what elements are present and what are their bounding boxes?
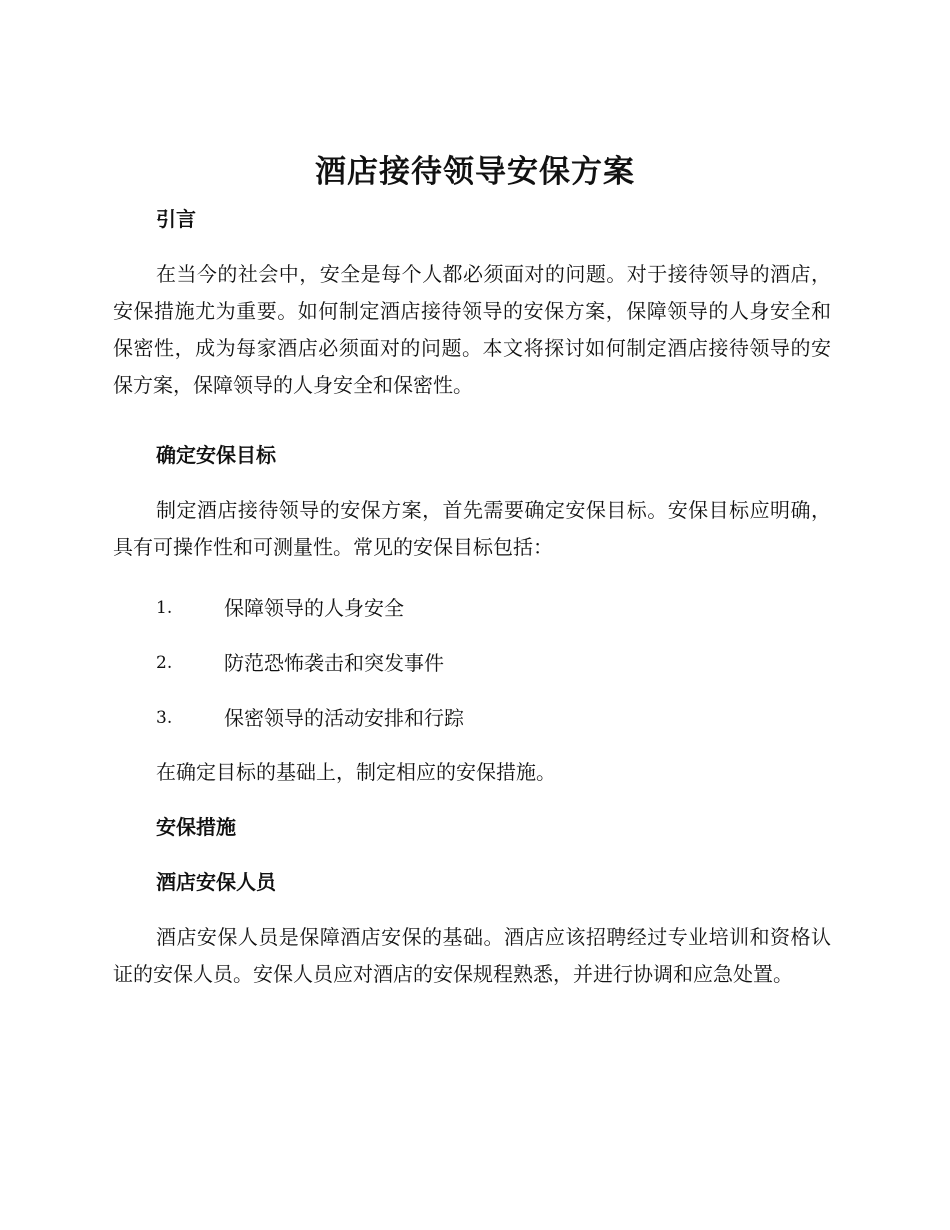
section-heading-goals: 确定安保目标: [156, 443, 276, 467]
goals-paragraph: 制定酒店接待领导的安保方案，首先需要确定安保目标。安保目标应明确，具有可操作性和可测量性。常见的安保目标包括：: [113, 498, 831, 559]
list-item-number: 1.: [156, 598, 173, 618]
list-item: [156, 703, 831, 733]
goals-closing-paragraph: 在确定目标的基础上，制定相应的安保措施。: [156, 760, 556, 784]
list-item-text: 防范恐怖袭击和突发事件: [224, 651, 444, 675]
subsection-heading-staff: 酒店安保人员: [156, 870, 276, 894]
intro-paragraph: 在当今的社会中，安全是每个人都必须面对的问题。对于接待领导的酒店，安保措施尤为重要。如何制定酒店接待领导的安保方案，保障领导的人身安全和保密性，成为每家酒店必须面对的问题。本文将探讨如何制定酒店接待领导的安保方案，保障领导的人身安全和保密性。: [113, 262, 831, 397]
section-heading-intro: 引言: [156, 207, 196, 231]
staff-paragraph: 酒店安保人员是保障酒店安保的基础。酒店应该招聘经过专业培训和资格认证的安保人员。安保人员应对酒店的安保规程熟悉，并进行协调和应急处置。: [113, 925, 831, 986]
list-item-number: 3.: [156, 708, 173, 728]
list-item-number: 2.: [156, 653, 173, 673]
list-item-text: 保障领导的人身安全: [224, 596, 404, 620]
list-item-text: 保密领导的活动安排和行踪: [224, 706, 464, 730]
document-title: 酒店接待领导安保方案: [315, 154, 635, 190]
section-heading-measures: 安保措施: [156, 815, 236, 839]
list-item: [156, 648, 831, 678]
list-item: [156, 593, 831, 623]
